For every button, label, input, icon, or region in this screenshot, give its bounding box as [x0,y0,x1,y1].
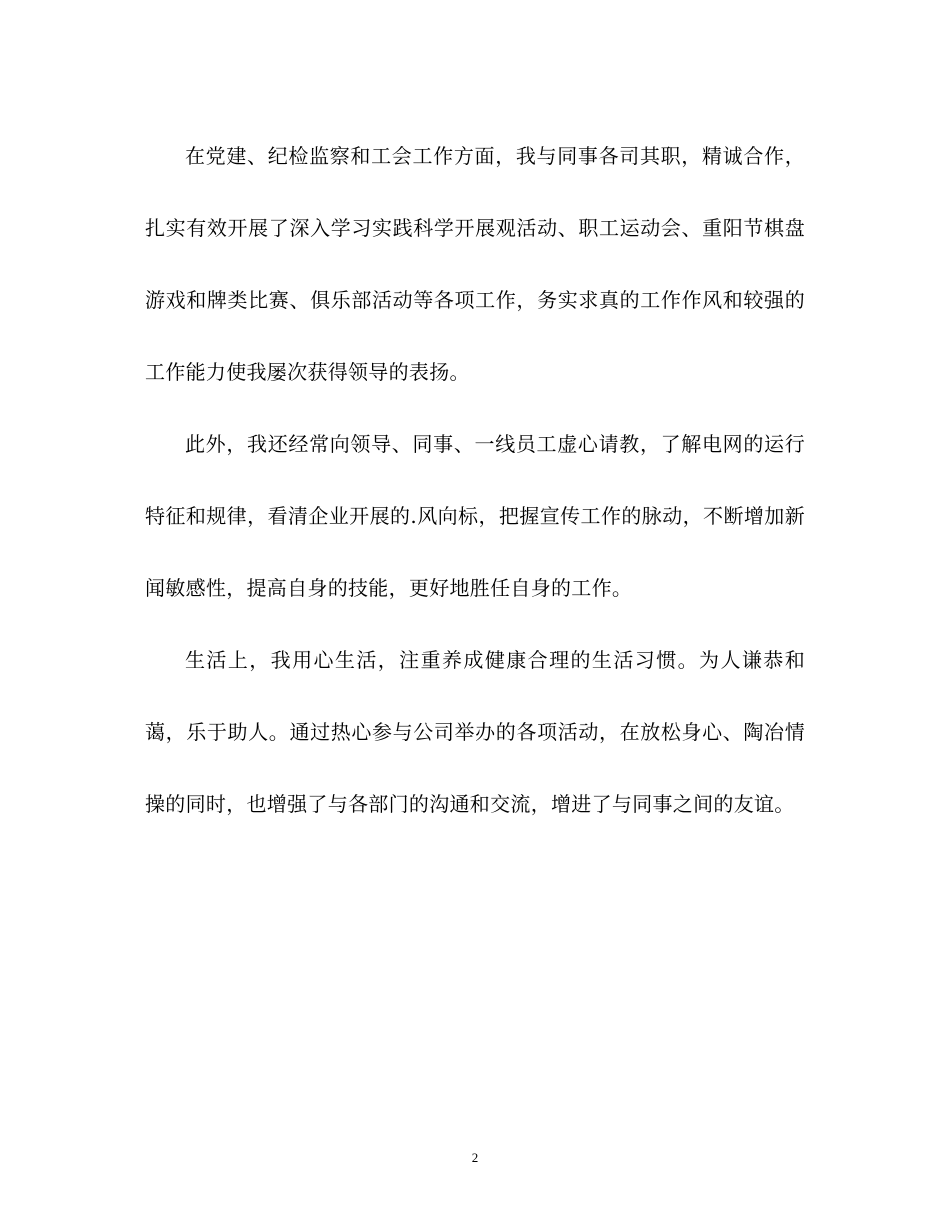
body-text [145,120,805,840]
page-number: 2 [471,1150,479,1165]
paragraph-party-work: 在党建、纪检监察和工会工作方面，我与同事各司其职，精诚合作，扎实有效开展了深入学习实践科学开展观活动、职工运动会、重阳节棋盘游戏和牌类比赛、俱乐部活动等各项工作，务实求真的工作作风和较强的工作能力使我屡次获得领导的表扬。 [145,144,805,384]
paragraph-life: 生活上，我用心生活，注重养成健康合理的生活习惯。为人谦恭和蔼，乐于助人。通过热心参与公司举办的各项活动，在放松身心、陶冶情操的同时，也增强了与各部门的沟通和交流，增进了与同事之间的友谊。 [145,648,805,816]
paragraph-learning: 此外，我还经常向领导、同事、一线员工虚心请教，了解电网的运行特征和规律，看清企业开展的.风向标，把握宣传工作的脉动，不断增加新闻敏感性，提高自身的技能，更好地胜任自身的工作。 [145,432,805,600]
